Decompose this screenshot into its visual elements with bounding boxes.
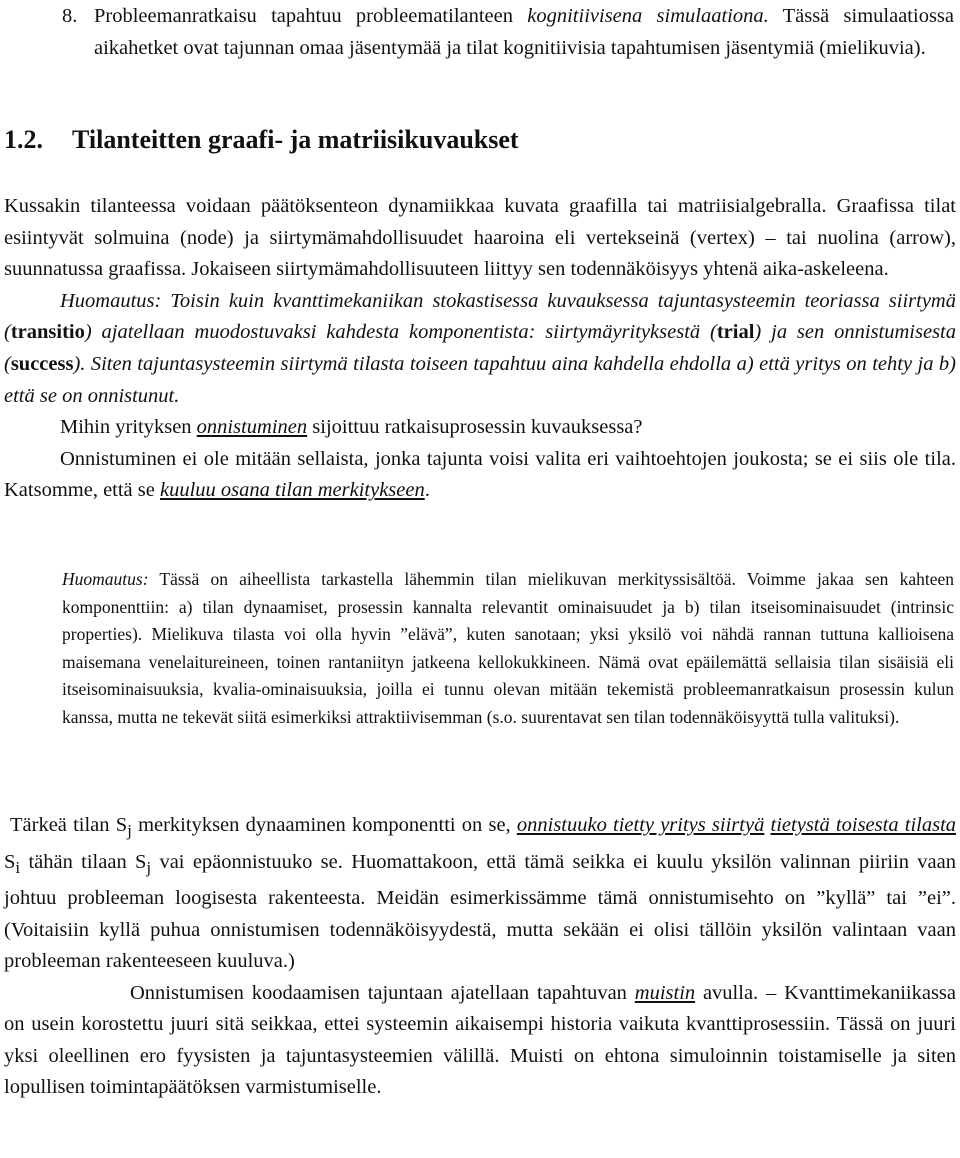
subscript: i — [15, 857, 21, 877]
section-body-2 — [4, 810, 956, 1104]
paragraph-text: merkityksen dynaaminen komponentti on se, — [131, 814, 517, 836]
note-term: success — [10, 352, 74, 375]
paragraph-success — [4, 444, 956, 507]
subscript: j — [146, 857, 152, 877]
paragraph-text: vai epäonnistuuko se. Huomattakoon, että tämä seikka ei kuulu yksilön valinnan piiriin vaan johtuu probleeman loogisesta rakenteesta. Meidän esimerkissämme tämä onnistumisehto on ”kyllä” tai ”ei”. (Voitaisiin kyllä puhua onnistumisen todennäköisyydestä, mutta sekään ei olisi tällöin yksilön valintaan vaan probleeman rakenteeseen kuuluva.) — [4, 850, 956, 973]
paragraph-memory — [4, 978, 956, 1104]
paragraph-text: tähän tilaan S — [20, 850, 147, 873]
note-term: trial — [716, 321, 755, 344]
section-heading — [4, 122, 519, 158]
paragraph-text: avulla. – Kvanttimekaniikassa on usein korostettu juuri sitä seikkaa, ettei systeemin aikaisempi historia vaikuta kvanttiprosessiin. Tässä on juuri yksi oleellinen ero fyysisten ja tajuntasysteemien välillä. Muisti on ehtona simuloinnin toistamiselle ja siten lopullisen toimintapäätöksen varmistumiselle. — [4, 981, 956, 1099]
note-text: Huomautus: Toisin kuin kvanttimekaniikan stokastisessa kuvauksessa tajuntasysteemin teoriassa siirtymä ( — [4, 289, 956, 344]
section-number: 1.2. — [4, 125, 43, 154]
note-mental-image — [62, 566, 954, 732]
note-text: ). Siten tajuntasysteemin siirtymä tilasta toiseen tapahtuu aina kahdella ehdolla a) että yritys on tehty ja b) että se on onnistunut. — [4, 352, 956, 407]
paragraph-text: sijoittuu ratkaisuprosessin kuvauksessa? — [307, 416, 643, 439]
note-term: transitio — [10, 321, 85, 344]
paragraph-dynamic-component — [4, 810, 956, 978]
paragraph-emphasis: onnistuminen — [196, 416, 308, 439]
paragraph-text: Onnistuminen ei ole mitään sellaista, jonka tajunta voisi valita eri vaihtoehtojen joukosta; se ei siis ole tila. Katsomme, että se — [4, 447, 956, 502]
list-item-8 — [62, 0, 954, 64]
paragraph-emphasis: onnistuuko tietty yritys siirtyä — [516, 814, 765, 836]
list-item-number: 8. — [62, 5, 78, 27]
subscript: j — [127, 821, 132, 841]
paragraph-text: Tärkeä tilan S — [10, 814, 128, 836]
list-text-part: Tässä simulaatiossa aikahetket ovat tajunnan omaa jäsentymää ja tilat kognitiivisia tapahtumisen jäsentymiä (mielikuvia). — [94, 5, 954, 59]
paragraph-question — [4, 412, 956, 444]
paragraph-emphasis: muistin — [634, 981, 696, 1004]
section-title: Tilanteitten graafi- ja matriisikuvaukset — [72, 125, 519, 154]
paragraph-text: S — [4, 850, 16, 873]
paragraph-text: . — [424, 479, 430, 502]
paragraph-text: Onnistumisen koodaamisen tajuntaan ajatellaan tapahtuvan — [130, 981, 635, 1004]
note-transition — [4, 286, 956, 412]
note-text: Tässä on aiheellista tarkastella lähemmin tilan mielikuvan merkityssisältöä. Voimme jakaa sen kahteen komponenttiin: a) tilan dynaamiset, prosessin kannalta relevantit ominaisuudet ja b) tilan itseisominaisuudet (intrinsic properties). Mielikuva tilasta voi olla hyvin ”elävä”, kuten sanotaan; yksi yksilö voi nähdä rannan tuttuna kallioisena maisemana venelaitureineen, toinen rantaniityn jatkeena kellokukkineen. Nämä ovat epäilemättä sellaisia tilan sisäisiä eli itseisominaisuuksia, kvalia-ominaisuuksia, joilla ei tunnu olevan mitään tekemistä probleemanratkaisun prosessin kulun kanssa, mutta ne tekevät siitä esimerkiksi attraktiivisemman (s.o. suurentavat sen tilan todennäköisyyttä tulla valituksi). — [62, 569, 954, 727]
paragraph-emphasis: tietystä toisesta tilasta — [770, 814, 957, 836]
list-text-italic: kognitiivisena simulaationa. — [527, 5, 769, 27]
section-body — [4, 191, 956, 507]
paragraph-emphasis: kuuluu osana tilan merkitykseen — [159, 479, 425, 502]
list-text-part: Probleemanratkaisu tapahtuu probleematilanteen — [94, 5, 528, 27]
note-text: ) ja sen onnistumisesta ( — [4, 321, 956, 375]
paragraph-text: Mihin yrityksen — [60, 416, 197, 439]
note-label: Huomautus: — [62, 569, 149, 589]
list-item-text — [94, 0, 954, 64]
note-text: ) ajatellaan muodostuvaksi kahdesta komponentista: siirtymäyrityksestä ( — [84, 321, 717, 344]
paragraph-graph-description: Kussakin tilanteessa voidaan päätöksenteon dynamiikkaa kuvata graafilla tai matriisialgebralla. Graafissa tilat esiintyvät solmuina (node) ja siirtymämahdollisuudet haaroina eli vertekseinä (vertex) – tai nuolina (arrow), suunnatussa graafissa. Jokaiseen siirtymämahdollisuuteen liittyy sen todennäköisyys yhtenä aika-askeleena. — [4, 195, 956, 281]
